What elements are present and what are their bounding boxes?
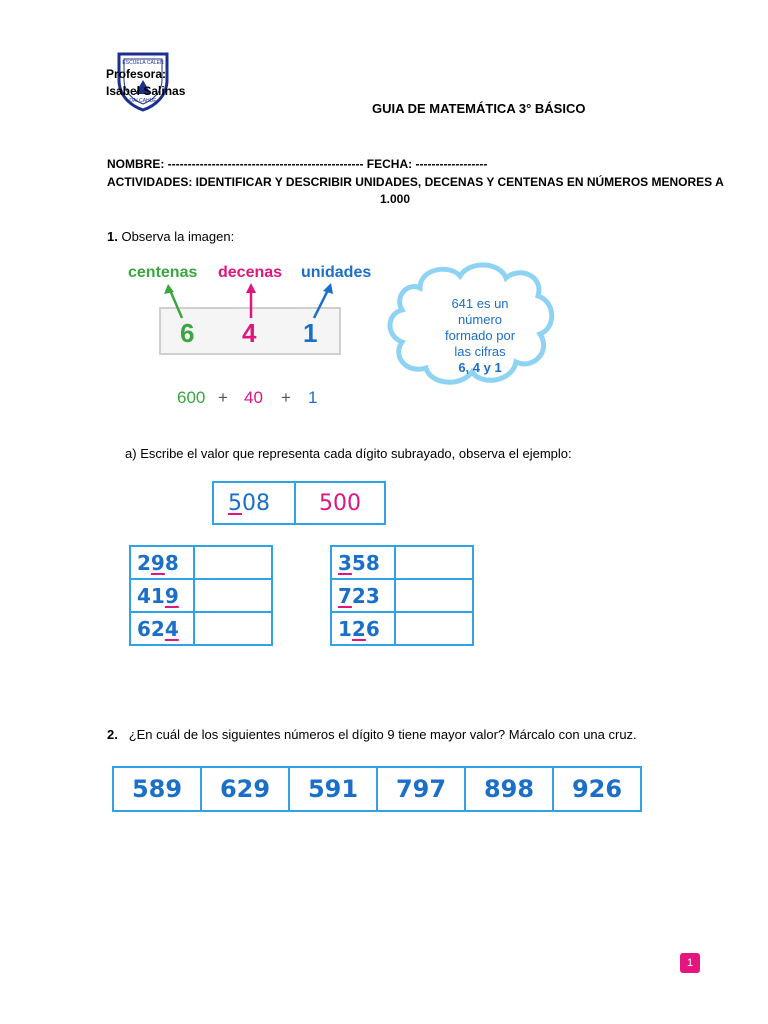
option-cell[interactable]: 589 (114, 768, 202, 810)
table-row (130, 579, 272, 612)
sum-plus-1: + (218, 388, 228, 407)
number-options-strip (112, 766, 642, 812)
table-row (130, 612, 272, 645)
option-cell[interactable]: 797 (378, 768, 466, 810)
example-value: 500 (319, 490, 361, 516)
left-answer-table (129, 545, 273, 646)
question-1a-label: a) (125, 446, 137, 461)
digit-units: 1 (303, 318, 318, 348)
cloud-line-2: número (457, 312, 503, 327)
option-cell[interactable]: 926 (571, 775, 623, 803)
example-box (212, 481, 386, 525)
activities-line-1: ACTIVIDADES: IDENTIFICAR Y DESCRIBIR UNIDADES, DECENAS Y CENTENAS EN NÚMEROS MENORES A (107, 175, 724, 189)
teacher-name: Isabel Salinas (106, 84, 186, 98)
activities-line-2: 1.000 (380, 192, 411, 206)
sum-plus-2: + (281, 388, 291, 407)
question-1-prompt: Observa la imagen: (121, 229, 235, 244)
cloud-text (410, 296, 550, 376)
right-answer-table (330, 545, 474, 646)
option-cell[interactable]: 898 (466, 768, 554, 810)
number-cell: 126 (331, 612, 395, 645)
example-number-underlined: 5 (228, 490, 242, 516)
cloud-line-3: formado por (444, 328, 516, 343)
teacher-label: Profesora: (106, 67, 167, 81)
sum-hundreds: 600 (177, 388, 206, 407)
logo-top-text: ESCUELA CALEN (122, 60, 164, 66)
answer-cell[interactable] (395, 579, 473, 612)
table-row (331, 546, 473, 579)
label-decenas: decenas (218, 264, 283, 281)
option-cell[interactable]: 629 (202, 768, 290, 810)
sum-tens: 40 (244, 388, 263, 407)
cloud-line-4: las cifras (454, 344, 506, 359)
label-unidades: unidades (301, 264, 372, 281)
answer-cell[interactable] (395, 546, 473, 579)
table-row (331, 612, 473, 645)
digit-tens: 4 (242, 318, 257, 348)
label-centenas: centenas (128, 264, 198, 281)
number-cell: 419 (130, 579, 194, 612)
answer-cell[interactable] (194, 612, 272, 645)
question-2-prompt: ¿En cuál de los siguientes números el dígito 9 tiene mayor valor? Márcalo con una cruz. (128, 727, 637, 742)
question-1a (125, 446, 572, 461)
page-title: GUIA DE MATEMÁTICA 3° BÁSICO (372, 101, 586, 116)
option-cell[interactable]: 591 (290, 768, 378, 810)
question-2 (107, 727, 637, 742)
answer-cell[interactable] (194, 546, 272, 579)
cloud-line-1: 641 es un (451, 296, 509, 311)
number-cell: 298 (130, 546, 194, 579)
digit-hundreds: 6 (180, 318, 195, 348)
question-1-number: 1. (107, 229, 118, 244)
question-1 (107, 229, 234, 244)
example-number (214, 483, 296, 523)
cloud-line-5: 6, 4 y 1 (458, 360, 502, 375)
place-value-figure (120, 258, 560, 408)
table-row (130, 546, 272, 579)
name-date-line: NOMBRE: ------------------------------------------------- FECHA: ------------------ (107, 157, 488, 171)
number-cell: 723 (331, 579, 395, 612)
table-row (331, 579, 473, 612)
number-cell: 624 (130, 612, 194, 645)
sum-units: 1 (308, 388, 318, 407)
answer-cell[interactable] (395, 612, 473, 645)
logo-bottom-text: DALCAHUE (129, 98, 157, 104)
answer-cell[interactable] (194, 579, 272, 612)
example-number-post: 08 (242, 490, 270, 516)
teacher-info (106, 66, 185, 100)
question-1a-prompt: Escribe el valor que representa cada dígito subrayado, observa el ejemplo: (140, 446, 572, 461)
number-cell: 358 (331, 546, 395, 579)
question-2-number: 2. (107, 727, 118, 742)
page-number-badge: 1 (680, 953, 700, 973)
